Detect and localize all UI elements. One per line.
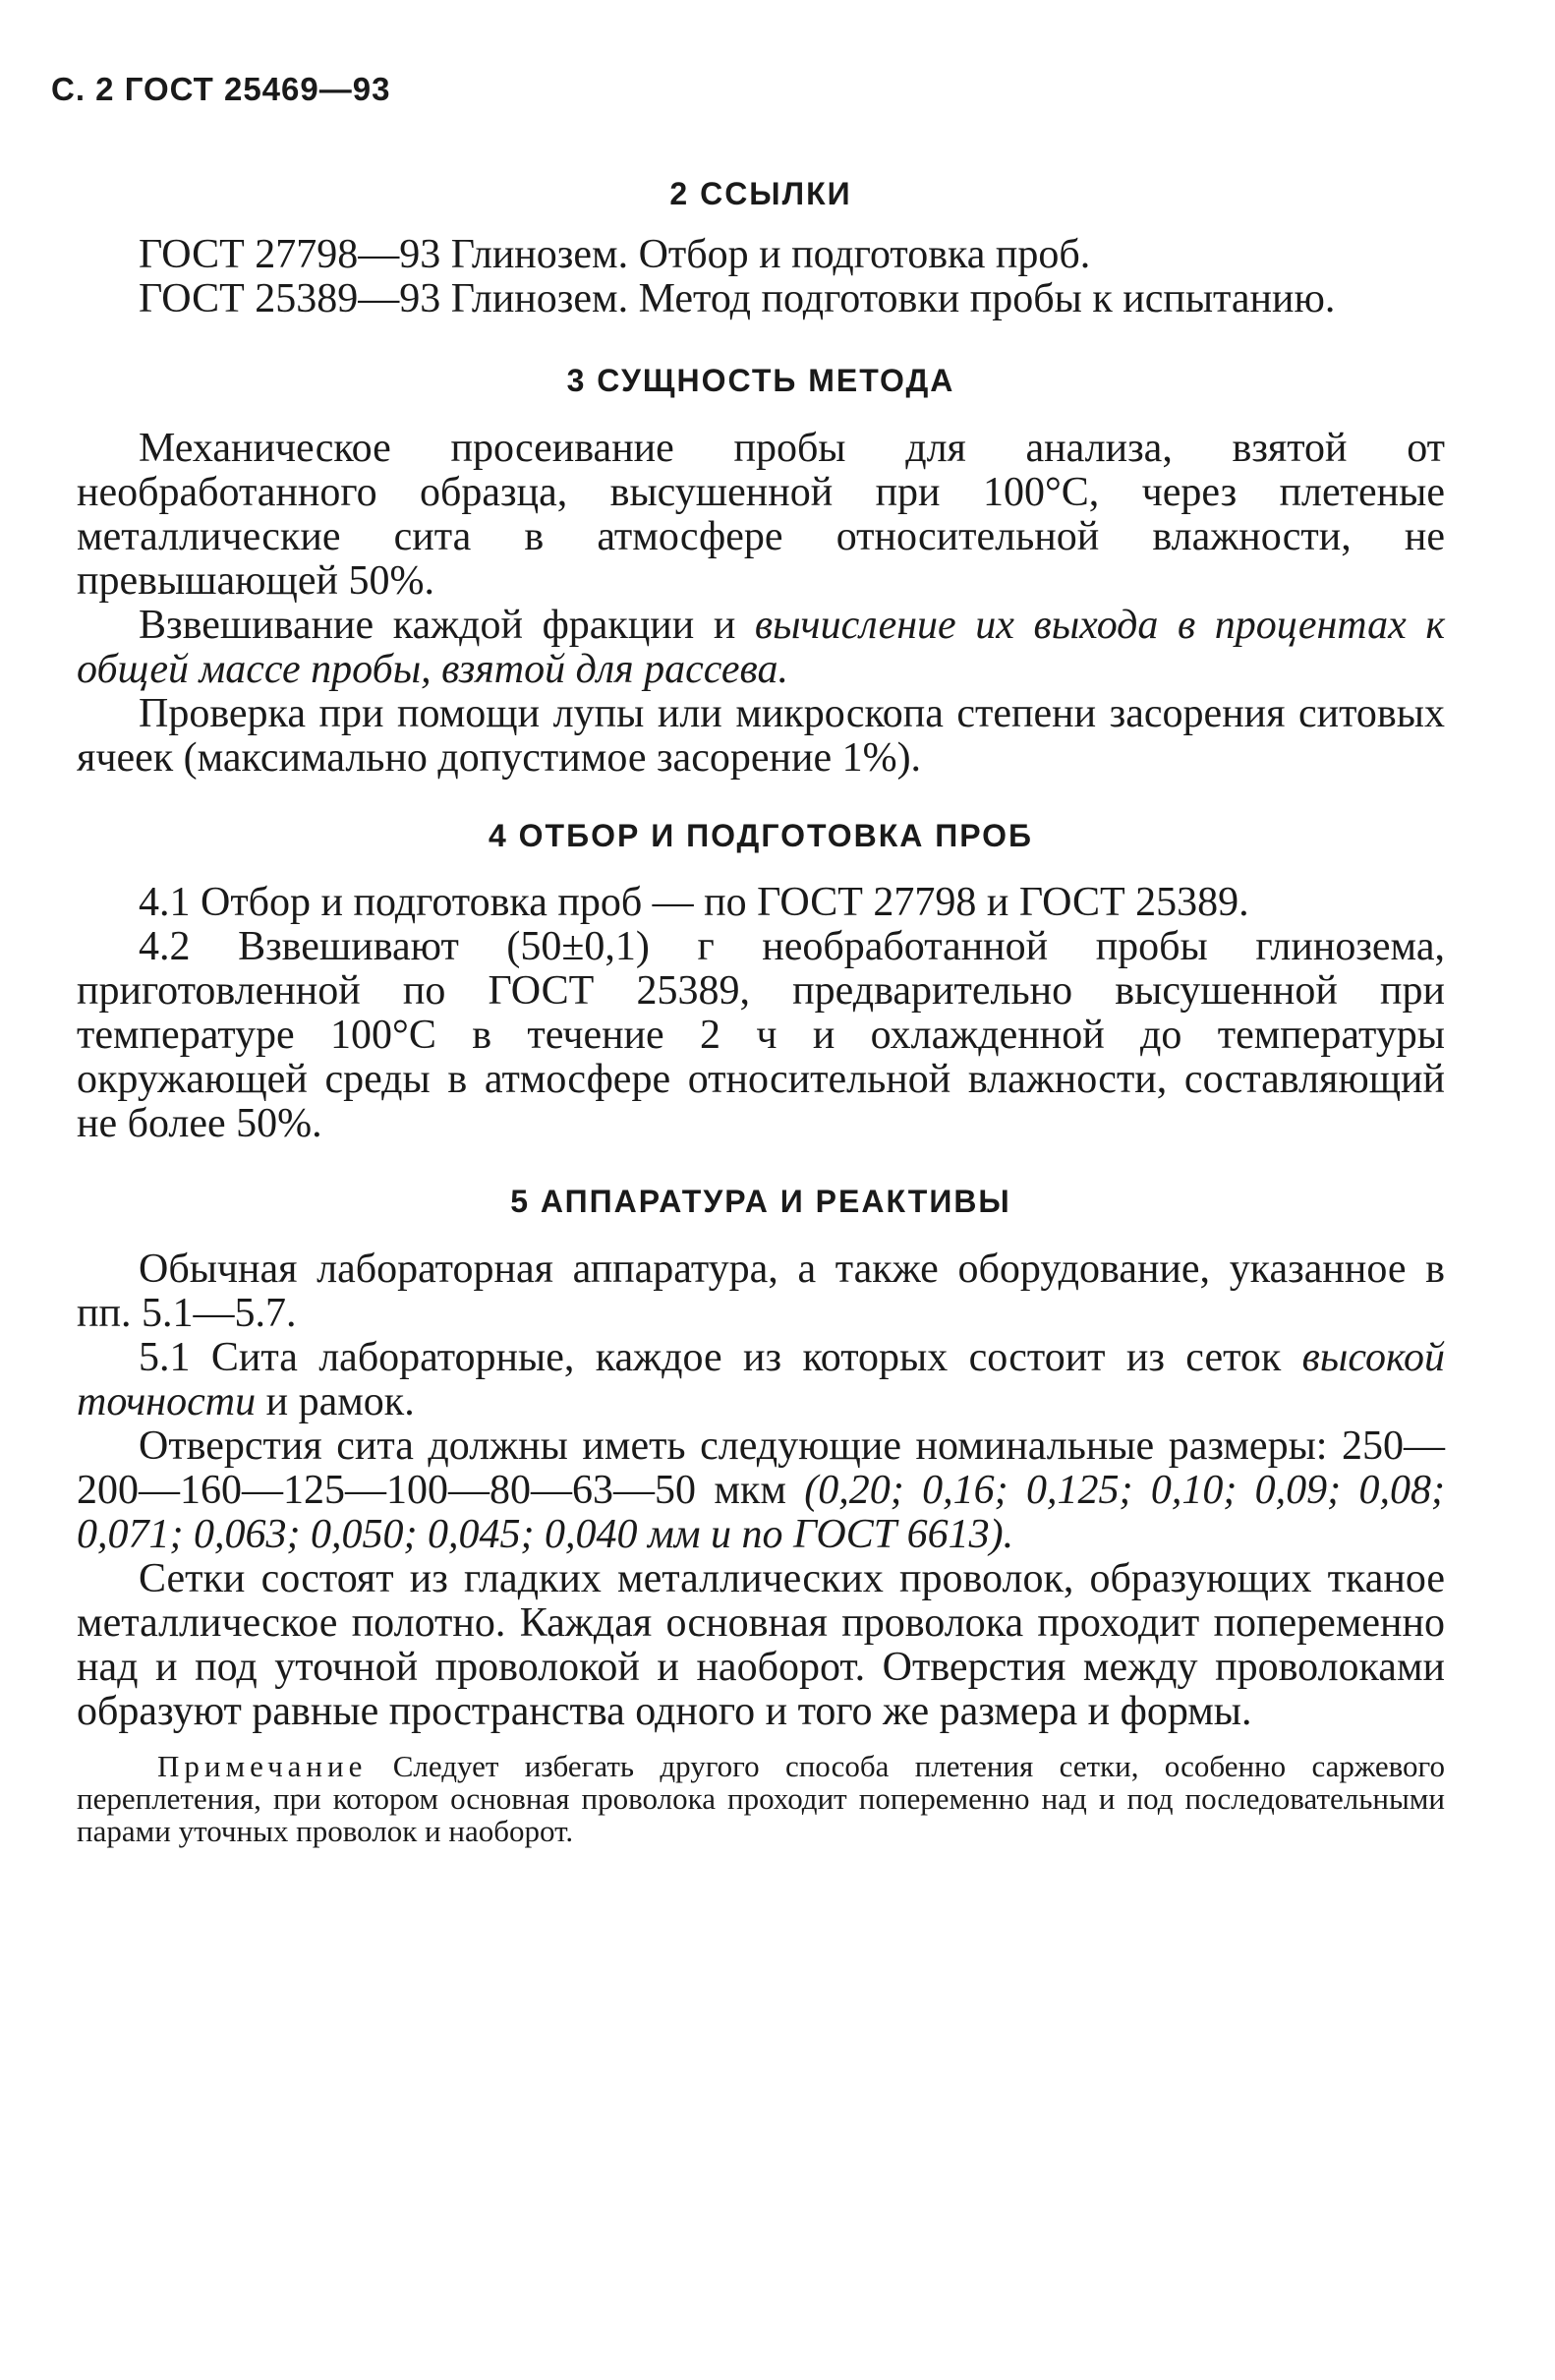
essence-paragraph-2 bbox=[77, 604, 1445, 692]
page-content bbox=[77, 162, 1445, 1847]
essence-paragraph-2-italic: вычисление их выхода в процентах к общей массе пробы, взятой для рассева. bbox=[77, 603, 1445, 692]
essence-paragraph-1: Механическое просеивание пробы для анализа, взятой от необработанного образца, высушенной при 100°С, через плетеные металлические сита в атмосфере относительной влажности, не превышающей 50%. bbox=[77, 426, 1445, 604]
refs-paragraph-2: ГОСТ 25389—93 Глинозем. Метод подготовки пробы к испытанию. bbox=[139, 276, 1336, 321]
section-heading-apparatus: 5 АППАРАТУРА И РЕАКТИВЫ bbox=[510, 1184, 1011, 1219]
refs-paragraph-1: ГОСТ 27798—93 Глинозем. Отбор и подготовка проб. bbox=[139, 232, 1091, 277]
essence-paragraph-2-text: Взвешивание каждой фракции и bbox=[139, 603, 755, 648]
apparatus-paragraph-4: Сетки состоят из гладких металлических проволок, образующих тканое металлическое полотно. Каждая основная проволока проходит попеременно над и под уточной проволокой и наоборот. Отверстия между проволоками образуют равные пространства одного и того же размера и формы. bbox=[77, 1556, 1445, 1734]
sampling-paragraph-1: 4.1 Отбор и подготовка проб — по ГОСТ 27798 и ГОСТ 25389. bbox=[139, 880, 1249, 925]
section-heading-refs: 2 ССЫЛКИ bbox=[669, 176, 852, 211]
note-label: Примечание bbox=[157, 1749, 368, 1783]
apparatus-paragraph-2-text-c: и рамок. bbox=[256, 1379, 415, 1424]
section-heading-essence: 3 СУЩНОСТЬ МЕТОДА bbox=[566, 363, 955, 398]
apparatus-paragraph-2-text-a: 5.1 Сита лабораторные, каждое из которых состоит из сеток bbox=[139, 1335, 1302, 1380]
apparatus-paragraph-2 bbox=[77, 1336, 1445, 1424]
section-heading-sampling: 4 ОТБОР И ПОДГОТОВКА ПРОБ bbox=[488, 818, 1034, 853]
apparatus-note bbox=[77, 1750, 1445, 1847]
apparatus-paragraph-3-italic: (0,20; 0,16; 0,125; 0,10; 0,09; 0,08; 0,071; 0,063; 0,050; 0,045; 0,040 мм и по ГОСТ 6613). bbox=[77, 1468, 1446, 1557]
apparatus-paragraph-3 bbox=[77, 1424, 1445, 1557]
apparatus-paragraph-3-text: Отверстия сита должны иметь следующие номинальные размеры: 250—200—160—125—100—80—63—50 мкм bbox=[77, 1423, 1445, 1513]
sampling-paragraph-2: 4.2 Взвешивают (50±0,1) г необработанной пробы глинозема, приготовленной по ГОСТ 25389, предварительно высушенной при температуре 100°С в течение 2 ч и охлажденной до температуры окружающей среды в атмосфере относительной влажности, составляющий не более 50%. bbox=[77, 924, 1445, 1146]
essence-paragraph-3: Проверка при помощи лупы или микроскопа степени засорения ситовых ячеек (максимально допустимое засорение 1%). bbox=[77, 691, 1445, 781]
note-text: Следует избегать другого способа плетения сетки, особенно саржевого переплетения, при котором основная проволока проходит попеременно над и под последовательными парами уточных проволок и наоборот. bbox=[77, 1749, 1445, 1848]
running-head: С. 2 ГОСТ 25469—93 bbox=[51, 71, 391, 107]
apparatus-paragraph-1: Обычная лабораторная аппаратура, а также оборудование, указанное в пп. 5.1—5.7. bbox=[77, 1247, 1445, 1336]
apparatus-paragraph-2-italic: высокой точности bbox=[77, 1335, 1445, 1424]
